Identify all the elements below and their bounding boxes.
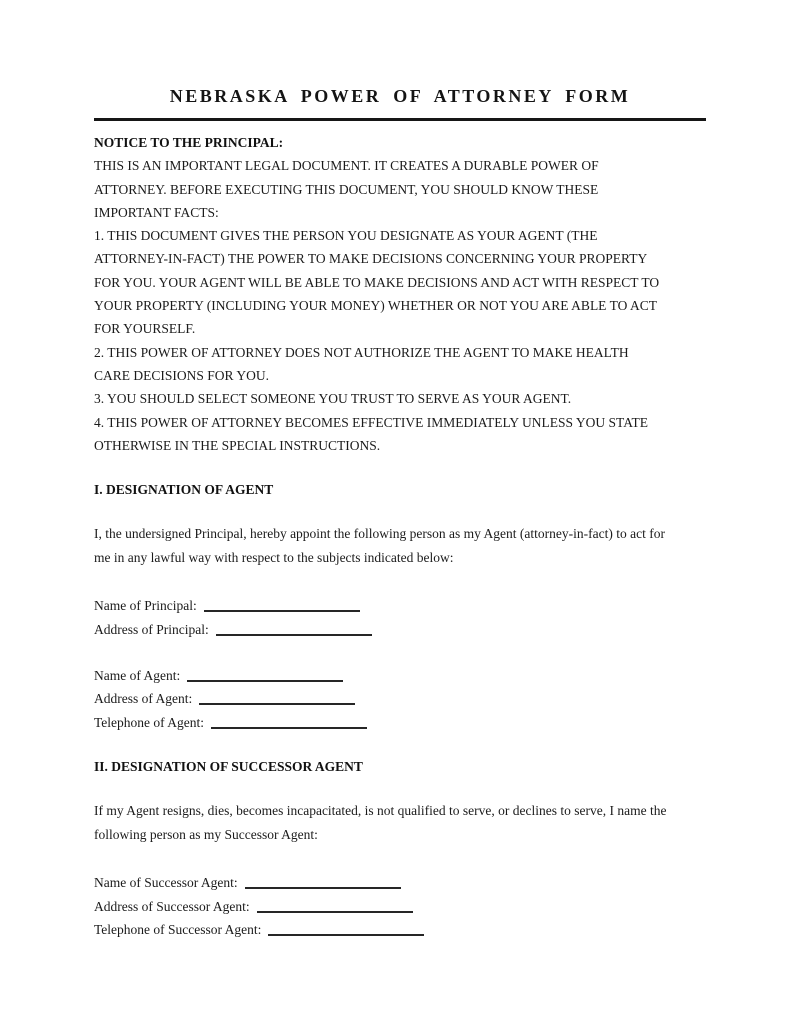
notice-to-principal-block	[94, 131, 706, 457]
address-of-agent-blank[interactable]	[199, 692, 355, 705]
notice-heading: NOTICE TO THE PRINCIPAL:	[94, 135, 284, 150]
section-heading-designation-of-agent: I. DESIGNATION OF AGENT	[94, 482, 274, 498]
notice-line: FOR YOU. YOUR AGENT WILL BE ABLE TO MAKE DECISIONS AND ACT WITH RESPECT TO	[94, 274, 660, 290]
agent-fields	[94, 664, 706, 734]
designation-of-agent-intro	[94, 522, 706, 569]
notice-line: 2. THIS POWER OF ATTORNEY DOES NOT AUTHORIZE THE AGENT TO MAKE HEALTH	[94, 344, 629, 360]
notice-line: FOR YOURSELF.	[94, 321, 196, 337]
intro-line: I, the undersigned Principal, hereby appoint the following person as my Agent (attorney-in-fact) to act for	[94, 526, 665, 542]
field-row	[94, 664, 706, 687]
address-of-principal-blank[interactable]	[216, 623, 372, 636]
successor-agent-fields	[94, 871, 706, 941]
telephone-of-successor-agent-label: Telephone of Successor Agent:	[94, 921, 262, 937]
field-row	[94, 895, 706, 918]
address-of-principal-label: Address of Principal:	[94, 621, 209, 637]
title-divider	[94, 118, 706, 121]
principal-fields	[94, 594, 706, 641]
notice-line: ATTORNEY-IN-FACT) THE POWER TO MAKE DECISIONS CONCERNING YOUR PROPERTY	[94, 251, 648, 267]
field-row	[94, 918, 706, 941]
document-content	[94, 0, 706, 941]
name-of-successor-agent-label: Name of Successor Agent:	[94, 875, 238, 891]
notice-line: IMPORTANT FACTS:	[94, 204, 219, 220]
telephone-of-agent-blank[interactable]	[211, 716, 367, 729]
field-row	[94, 711, 706, 734]
address-of-agent-label: Address of Agent:	[94, 691, 193, 707]
name-of-agent-blank[interactable]	[187, 669, 343, 682]
notice-line: THIS IS AN IMPORTANT LEGAL DOCUMENT. IT CREATES A DURABLE POWER OF	[94, 158, 599, 174]
field-row	[94, 871, 706, 894]
intro-line: me in any lawful way with respect to the subjects indicated below:	[94, 549, 454, 565]
notice-line: CARE DECISIONS FOR YOU.	[94, 367, 270, 383]
notice-line: OTHERWISE IN THE SPECIAL INSTRUCTIONS.	[94, 437, 381, 453]
notice-line: 1. THIS DOCUMENT GIVES THE PERSON YOU DESIGNATE AS YOUR AGENT (THE	[94, 228, 598, 244]
name-of-successor-agent-blank[interactable]	[245, 876, 401, 889]
field-row	[94, 618, 706, 641]
telephone-of-agent-label: Telephone of Agent:	[94, 714, 205, 730]
field-row	[94, 594, 706, 617]
section-heading-designation-of-successor-agent: II. DESIGNATION OF SUCCESSOR AGENT	[94, 758, 363, 774]
name-of-agent-label: Name of Agent:	[94, 668, 181, 684]
notice-line: 4. THIS POWER OF ATTORNEY BECOMES EFFECTIVE IMMEDIATELY UNLESS YOU STATE	[94, 414, 648, 430]
address-of-successor-agent-blank[interactable]	[257, 900, 413, 913]
address-of-successor-agent-label: Address of Successor Agent:	[94, 898, 250, 914]
notice-line: ATTORNEY. BEFORE EXECUTING THIS DOCUMENT, YOU SHOULD KNOW THESE	[94, 181, 599, 197]
notice-line: YOUR PROPERTY (INCLUDING YOUR MONEY) WHETHER OR NOT YOU ARE ABLE TO ACT	[94, 298, 657, 314]
successor-agent-intro	[94, 799, 706, 846]
field-row	[94, 687, 706, 710]
intro-line: following person as my Successor Agent:	[94, 826, 318, 842]
notice-line: 3. YOU SHOULD SELECT SOMEONE YOU TRUST TO SERVE AS YOUR AGENT.	[94, 391, 572, 407]
telephone-of-successor-agent-blank[interactable]	[268, 923, 424, 936]
intro-line: If my Agent resigns, dies, becomes incapacitated, is not qualified to serve, or declines to serve, I name the	[94, 803, 667, 819]
page-title: NEBRASKA POWER OF ATTORNEY FORM	[169, 86, 631, 106]
name-of-principal-label: Name of Principal:	[94, 598, 197, 614]
name-of-principal-blank[interactable]	[204, 599, 360, 612]
